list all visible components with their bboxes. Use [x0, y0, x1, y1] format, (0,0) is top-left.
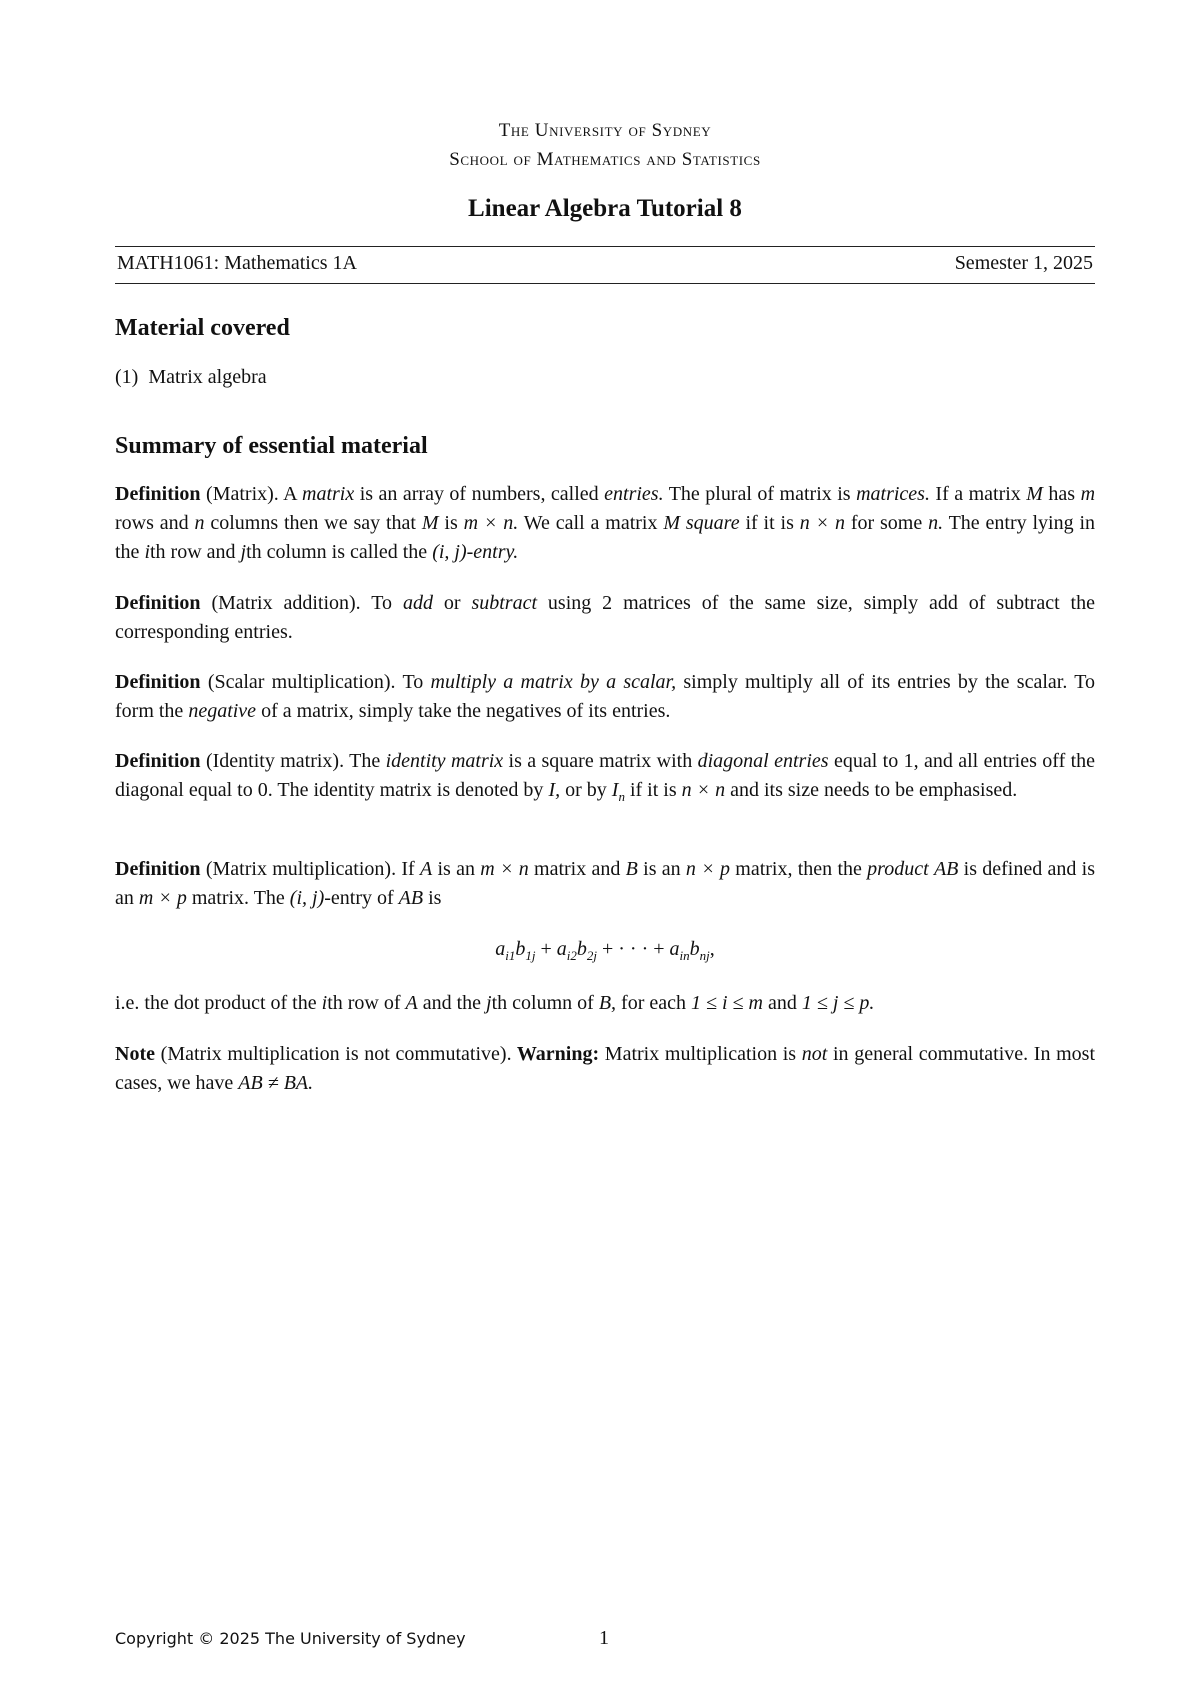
- item-number: (1): [115, 366, 139, 388]
- definition-name: (Scalar multiplication).: [207, 671, 396, 693]
- math: n × n: [681, 779, 726, 801]
- math: a: [556, 938, 567, 960]
- text: is a square matrix with: [503, 750, 698, 772]
- emphasis: square: [685, 512, 740, 534]
- text: If: [396, 858, 420, 880]
- definition-matrix-addition: [115, 589, 1095, 647]
- text: matrix and: [528, 858, 626, 880]
- definition-label: Definition: [115, 592, 201, 614]
- math-operator: +: [535, 938, 557, 960]
- text: th column of: [491, 992, 599, 1014]
- text: simply multiply all of its entries by the scalar. To form the: [115, 671, 1096, 722]
- emphasis: multiply a matrix by a scalar,: [430, 671, 677, 693]
- definition-label: Definition: [115, 483, 201, 505]
- emphasis: diagonal entries: [697, 750, 829, 772]
- text: rows and: [115, 512, 195, 534]
- math: 1 ≤ j ≤ p.: [801, 992, 875, 1014]
- material-covered-item: [115, 366, 267, 389]
- text: is an: [637, 858, 686, 880]
- math: a: [669, 938, 680, 960]
- text: or: [432, 592, 472, 614]
- text: If a matrix: [929, 483, 1027, 505]
- text: and the: [417, 992, 487, 1014]
- text: for some: [844, 512, 929, 534]
- math: I,: [548, 779, 561, 801]
- text: th row and: [150, 541, 241, 563]
- text: in general commutative. In most cases, we have: [115, 1043, 1096, 1094]
- header-rule-bottom: [115, 283, 1095, 284]
- math: n: [194, 512, 205, 534]
- page-title: Linear Algebra Tutorial 8: [468, 195, 742, 222]
- text: matrix. The: [186, 887, 290, 909]
- text: equal to 1, and all entries off the diagonal equal to 0. The identity matrix is denoted by: [115, 750, 1096, 801]
- math: M: [421, 512, 439, 534]
- math: (i, j): [289, 887, 325, 909]
- text: The plural of matrix is: [663, 483, 857, 505]
- warning-label: Warning:: [511, 1043, 600, 1065]
- math: m: [1080, 483, 1096, 505]
- definition-matrix-multiplication: [115, 855, 1095, 913]
- text: The: [344, 750, 386, 772]
- text: is an: [432, 858, 481, 880]
- emphasis: matrix: [302, 483, 355, 505]
- item-text: Matrix algebra: [148, 366, 267, 388]
- emphasis: matrices.: [856, 483, 930, 505]
- math: b: [576, 938, 587, 960]
- math: j: [240, 541, 247, 563]
- math: 1 ≤ i ≤ m: [691, 992, 763, 1014]
- text: is an array of numbers, called: [354, 483, 605, 505]
- math: A: [419, 858, 433, 880]
- text: is defined and is an: [115, 858, 1096, 909]
- text: of a matrix, simply take the negatives of its entries.: [256, 700, 671, 722]
- text: has: [1042, 483, 1081, 505]
- university-name: The University of Sydney: [498, 120, 712, 141]
- definition-label: Definition: [115, 858, 201, 880]
- math: b: [515, 938, 526, 960]
- math-subscript: in: [679, 948, 690, 963]
- text: th row of: [327, 992, 406, 1014]
- math-subscript: nj: [699, 948, 710, 963]
- definition-label: Definition: [115, 750, 201, 772]
- document-page: [115, 0, 1095, 1696]
- math: I: [611, 779, 619, 801]
- definition-label: Definition: [115, 671, 201, 693]
- definition-identity-matrix: [115, 747, 1095, 811]
- emphasis: subtract: [471, 592, 538, 614]
- text: The entry lying in the: [115, 512, 1096, 563]
- text: th column is called the: [246, 541, 433, 563]
- text: We call a matrix: [518, 512, 664, 534]
- math: AB ≠ BA.: [238, 1072, 314, 1094]
- text: A: [278, 483, 303, 505]
- text: and: [762, 992, 802, 1014]
- note-not-commutative: [115, 1040, 1095, 1098]
- math: i: [321, 992, 328, 1014]
- math: n.: [928, 512, 944, 534]
- header-rule-top: [115, 246, 1095, 247]
- math: j: [486, 992, 492, 1014]
- note-label: Note: [115, 1043, 155, 1065]
- math-operator: ,: [709, 938, 715, 960]
- summary-heading: Summary of essential material: [115, 433, 428, 459]
- course-code: MATH1061: Mathematics 1A: [117, 252, 357, 274]
- math-subscript: i2: [566, 948, 577, 963]
- text: To: [395, 671, 431, 693]
- emphasis: negative: [188, 700, 257, 722]
- math-subscript: 1j: [525, 948, 536, 963]
- math: a: [495, 938, 506, 960]
- emphasis: identity matrix: [385, 750, 504, 772]
- math-subscript: n: [618, 789, 625, 804]
- text: To: [360, 592, 403, 614]
- math-subscript: 2j: [586, 948, 597, 963]
- product-entry-formula: [115, 938, 1095, 964]
- math: AB: [933, 858, 959, 880]
- math: M: [663, 512, 681, 534]
- definition-name: (Matrix addition).: [211, 592, 361, 614]
- material-covered-heading: Material covered: [115, 315, 290, 341]
- math: AB: [398, 887, 424, 909]
- math: m × n.: [463, 512, 519, 534]
- text: or by: [560, 779, 612, 801]
- math: b: [689, 938, 700, 960]
- text: i.e. the dot product of the: [115, 992, 322, 1014]
- text: is: [438, 512, 464, 534]
- dot-product-explanation: [115, 989, 1095, 1018]
- emphasis: entries.: [604, 483, 664, 505]
- school-name: School of Mathematics and Statistics: [449, 149, 761, 170]
- emphasis: not: [801, 1043, 828, 1065]
- emphasis: (i, j)-entry.: [432, 541, 519, 563]
- text: if it is: [739, 512, 800, 534]
- text: columns then we say that: [204, 512, 422, 534]
- text: -entry of: [324, 887, 399, 909]
- text: Matrix multiplication is: [599, 1043, 802, 1065]
- definition-name: (Identity matrix).: [205, 750, 345, 772]
- text: and its size needs to be emphasised.: [725, 779, 1018, 801]
- text: is: [423, 887, 442, 909]
- emphasis: add: [402, 592, 433, 614]
- math: B: [625, 858, 638, 880]
- definition-matrix: [115, 480, 1095, 567]
- semester-label: Semester 1, 2025: [954, 252, 1093, 274]
- math: n × p: [685, 858, 730, 880]
- text: for each: [616, 992, 691, 1014]
- math: i: [144, 541, 150, 563]
- math: B,: [598, 992, 617, 1014]
- definition-name: (Matrix multiplication).: [205, 858, 397, 880]
- math-operator: + · · · +: [596, 938, 670, 960]
- definition-name: (Matrix).: [206, 483, 279, 505]
- emphasis: product: [867, 858, 929, 880]
- page-number: 1: [599, 1627, 609, 1649]
- text: if it is: [624, 779, 682, 801]
- text: using 2 matrices of the same size, simply add of subtract the corresponding entries.: [115, 592, 1095, 643]
- copyright-notice: Copyright © 2025 The University of Sydney: [115, 1629, 466, 1648]
- math: A: [405, 992, 418, 1014]
- math-subscript: i1: [505, 948, 516, 963]
- math: m × p: [138, 887, 187, 909]
- definition-scalar-multiplication: [115, 668, 1095, 726]
- note-name: (Matrix multiplication is not commutative).: [160, 1043, 512, 1065]
- text: matrix, then the: [729, 858, 868, 880]
- math: n × n: [799, 512, 845, 534]
- math: m × n: [480, 858, 529, 880]
- math: M: [1026, 483, 1043, 505]
